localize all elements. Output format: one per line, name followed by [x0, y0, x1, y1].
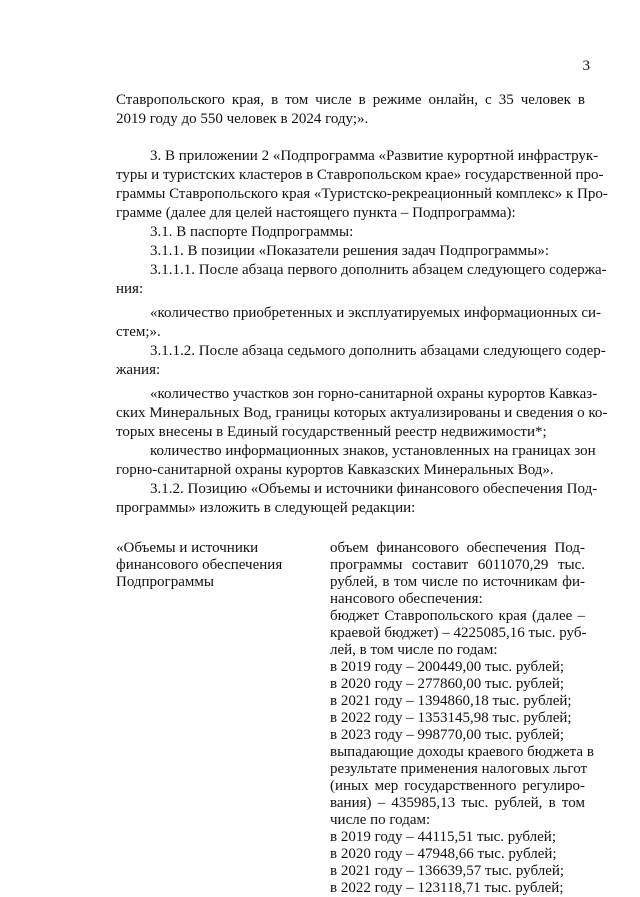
paragraph-line: жания:: [116, 362, 161, 378]
paragraph-line: горно-санитарной охраны курортов Кавказских Минеральных Вод».: [116, 462, 554, 478]
table-value-line: (иных мер государственного регулиро-: [330, 778, 585, 794]
paragraph-line: 2019 году до 550 человек в 2024 году;».: [116, 111, 369, 127]
paragraph-line: грамме (далее для целей настоящего пункта – Подпрограмма):: [116, 205, 516, 221]
paragraph-line: Ставропольского края, в том числе в режиме онлайн, с 35 человек в: [116, 92, 585, 108]
table-label-line: Подпрограммы: [116, 574, 214, 590]
paragraph-line: граммы Ставропольского края «Туристско-рекреационный комплекс» к Про-: [116, 186, 608, 202]
paragraph-line: количество информационных знаков, установленных на границах зон: [150, 443, 596, 459]
table-label-line: «Объемы и источники: [116, 540, 259, 556]
table-value-line: в 2021 году – 136639,57 тыс. рублей;: [330, 863, 565, 879]
table-value-line: в 2019 году – 44115,51 тыс. рублей;: [330, 829, 556, 845]
paragraph-line: «количество участков зон горно-санитарной охраны курортов Кавказ-: [150, 386, 598, 402]
table-value-line: в 2019 году – 200449,00 тыс. рублей;: [330, 659, 565, 675]
table-value-line: бюджет Ставропольского края (далее –: [330, 608, 585, 624]
table-value-line: в 2022 году – 1353145,98 тыс. рублей;: [330, 710, 572, 726]
paragraph-line: ских Минеральных Вод, границы которых актуализированы и сведения о ко-: [116, 405, 608, 421]
table-value-line: вания) – 435985,13 тыс. рублей, в том: [330, 795, 585, 811]
paragraph-line: программы» изложить в следующей редакции:: [116, 500, 416, 516]
paragraph-line: 3.1. В паспорте Подпрограммы:: [150, 224, 354, 240]
table-value-line: числе по годам:: [330, 812, 431, 828]
paragraph-line: 3.1.1.2. После абзаца седьмого дополнить абзацами следующего содер-: [150, 343, 606, 359]
table-value-line: в 2022 году – 123118,71 тыс. рублей;: [330, 880, 564, 896]
table-value-cell: [330, 540, 594, 897]
paragraph-line: ния:: [116, 281, 144, 297]
table-value-line: результате применения налоговых льгот: [330, 761, 588, 777]
table-value-line: нансового обеспечения:: [330, 591, 483, 607]
table-value-line: программы составит 6011070,29 тыс.: [330, 557, 585, 573]
paragraph-line: «количество приобретенных и эксплуатируемых информационных си-: [150, 305, 602, 321]
table-value-line: краевой бюджет) – 4225085,16 тыс. руб-: [330, 625, 587, 641]
table-value-line: в 2021 году – 1394860,18 тыс. рублей;: [330, 693, 572, 709]
table-value-line: в 2020 году – 277860,00 тыс. рублей;: [330, 676, 565, 692]
page-number: 3: [582, 58, 590, 74]
paragraph-line: 3. В приложении 2 «Подпрограмма «Развитие курортной инфраструк-: [150, 148, 599, 164]
paragraph-line: туры и туристских кластеров в Ставропольском крае» государственной про-: [116, 167, 604, 183]
paragraph-line: 3.1.1.1. После абзаца первого дополнить абзацем следующего содержа-: [150, 262, 607, 278]
table-value-line: объем финансового обеспечения Под-: [330, 540, 585, 556]
paragraph-line: торых внесены в Единый государственный реестр недвижимости*;: [116, 424, 547, 440]
paragraph-line: 3.1.1. В позиции «Показатели решения задач Подпрограммы»:: [150, 243, 550, 259]
table-value-line: в 2020 году – 47948,66 тыс. рублей;: [330, 846, 557, 862]
table-label-cell: [116, 540, 282, 591]
table-value-line: лей, в том числе по годам:: [330, 642, 498, 658]
paragraph-line: 3.1.2. Позицию «Объемы и источники финансового обеспечения Под-: [150, 481, 598, 497]
table-label-line: финансового обеспечения: [116, 557, 283, 573]
table-value-line: рублей, в том числе по источникам фи-: [330, 574, 585, 590]
paragraph-line: стем;».: [116, 324, 161, 340]
table-value-line: в 2023 году – 998770,00 тыс. рублей;: [330, 727, 565, 743]
table-value-line: выпадающие доходы краевого бюджета в: [330, 744, 594, 760]
